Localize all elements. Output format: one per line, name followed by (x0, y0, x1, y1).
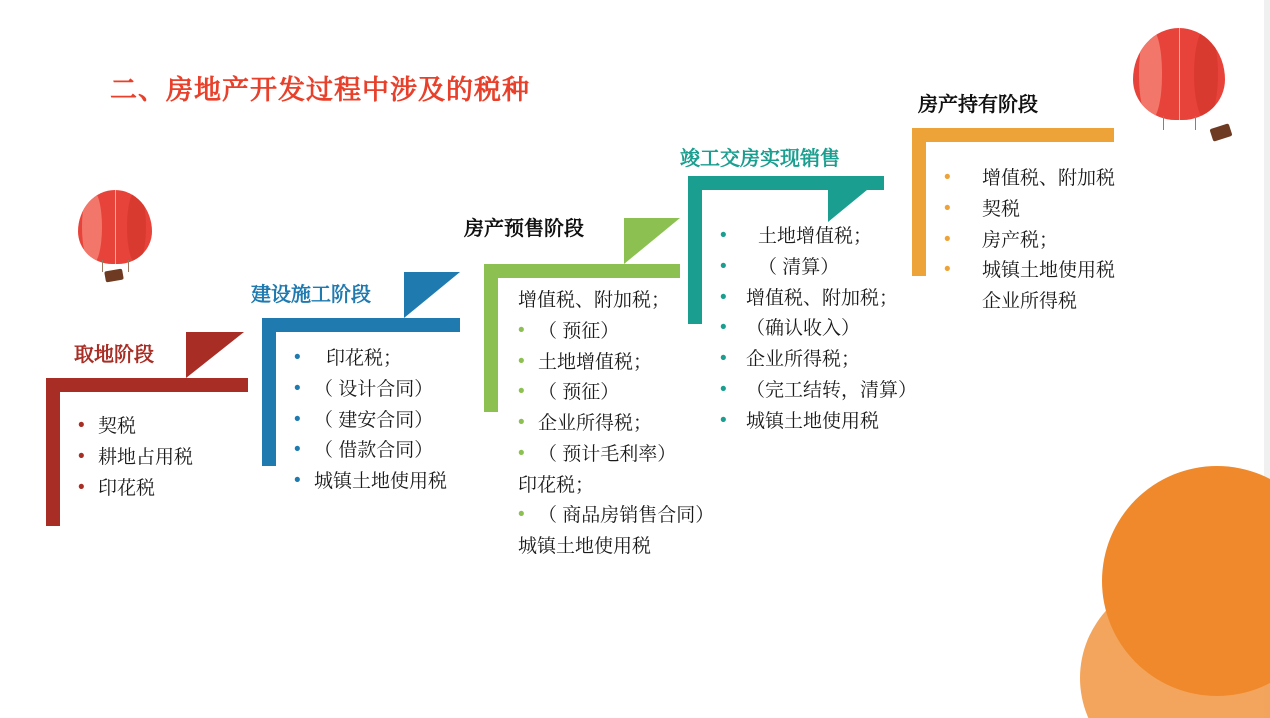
list-item: • 印花税 (72, 474, 193, 505)
stage-bar-vertical (262, 318, 276, 466)
stage-item-list (512, 286, 714, 563)
list-item: • （ 预计毛利率） (512, 440, 714, 471)
list-item: • （ 建安合同） (288, 406, 447, 437)
list-item: 印花税； (518, 474, 595, 496)
stage-bar-horizontal (484, 264, 680, 278)
list-item: • 城镇土地使用税 (714, 407, 917, 438)
list-item: • 房产税； (938, 226, 1115, 257)
stage-item-list (72, 412, 193, 504)
stage-heading: 建设施工阶段 (251, 284, 371, 306)
list-item: • 城镇土地使用税 (938, 256, 1115, 287)
stage-bar-horizontal (262, 318, 460, 332)
balloon-basket-icon (1209, 123, 1232, 142)
list-item: • （ 预征） (512, 317, 714, 348)
balloon-basket-icon (104, 269, 124, 283)
balloon-envelope-icon (1133, 28, 1225, 120)
stage-heading: 取地阶段 (74, 344, 154, 366)
list-item: • （确认收入） (714, 314, 917, 345)
list-item: • （ 设计合同） (288, 375, 447, 406)
stage-item-list (714, 222, 917, 437)
stage-bar-horizontal (688, 176, 884, 190)
stage-flag-icon (186, 332, 244, 378)
list-item: • 印花税； (288, 344, 447, 375)
list-item: • （ 清算） (714, 253, 917, 284)
hot-air-balloon-left (78, 190, 152, 282)
stage-flag-icon (404, 272, 460, 318)
list-item: • 企业所得税； (512, 409, 714, 440)
balloon-envelope-icon (78, 190, 152, 264)
page-title: 二、房地产开发过程中涉及的税种 (110, 75, 530, 105)
stage-bar-vertical (688, 176, 702, 324)
list-item: • 增值税、附加税； (714, 284, 917, 315)
list-item: • 增值税、附加税 (938, 164, 1115, 195)
list-item: • 耕地占用税 (72, 443, 193, 474)
list-item: 增值税、附加税； (518, 290, 671, 311)
list-item: • （ 预征） (512, 378, 714, 409)
list-item: • （ 借款合同） (288, 436, 447, 467)
stage-flag-icon (624, 218, 680, 264)
stage-bar-vertical (46, 378, 60, 526)
stage-heading: 房产预售阶段 (464, 218, 584, 240)
list-item: • 契税 (938, 195, 1115, 226)
stage-heading: 竣工交房实现销售 (680, 148, 840, 170)
stage-bar-vertical (484, 264, 498, 412)
stage-bar-vertical (912, 128, 926, 276)
list-item: • 土地增值税； (512, 348, 714, 379)
list-item: • 契税 (72, 412, 193, 443)
list-item: 城镇土地使用税 (518, 536, 652, 558)
hot-air-balloon-top-right (1133, 28, 1225, 143)
list-item: • （ 商品房销售合同） (512, 501, 714, 532)
stage-bar-horizontal (912, 128, 1114, 142)
list-item: • 企业所得税； (714, 345, 917, 376)
stage-heading: 房产持有阶段 (918, 94, 1038, 116)
list-item: • 土地增值税； (714, 222, 917, 253)
list-item: 企业所得税 (982, 291, 1078, 313)
list-item: • 城镇土地使用税 (288, 467, 447, 498)
list-item: • （完工结转，清算） (714, 376, 917, 407)
stage-item-list (288, 344, 447, 498)
stage-bar-horizontal (46, 378, 248, 392)
stage-item-list (938, 164, 1115, 318)
